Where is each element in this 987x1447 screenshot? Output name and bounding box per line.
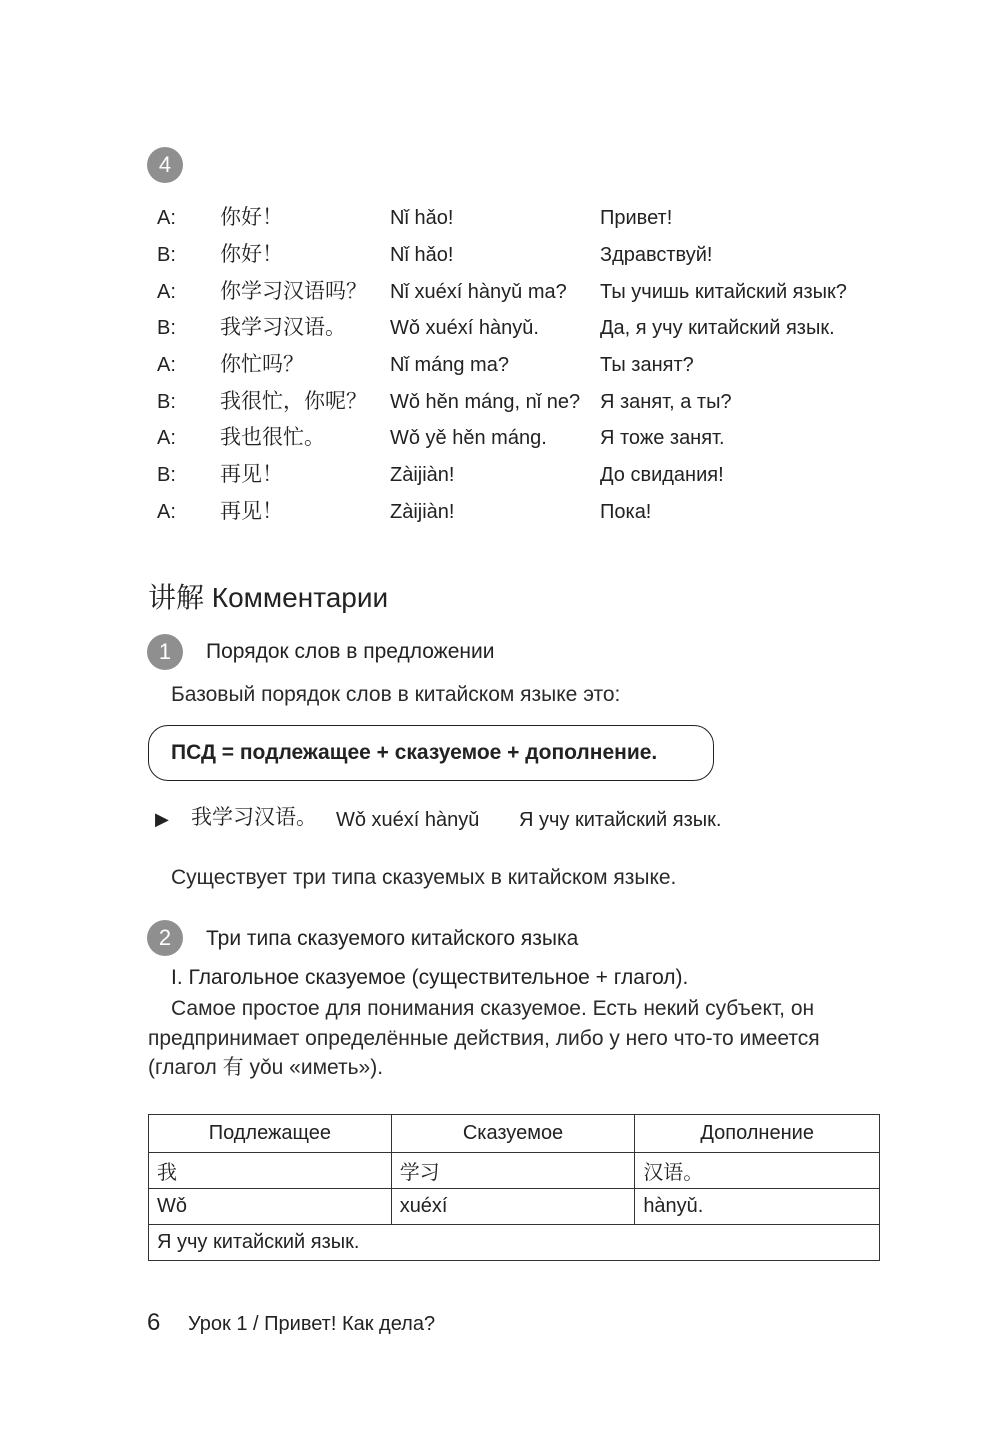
table-cell: Wǒ (149, 1189, 392, 1225)
header-predicate: Сказуемое (391, 1115, 635, 1153)
pinyin-text: Wǒ xuéxí hànyǔ. (390, 317, 539, 339)
point-title: Порядок слов в предложении (206, 640, 495, 663)
header-subject: Подлежащее (149, 1115, 392, 1153)
chinese-text: 你学习汉语吗？ (220, 280, 367, 303)
grammar-table (148, 1114, 880, 1261)
speaker: B: (157, 317, 176, 339)
point-number: 1 (158, 639, 172, 664)
russian-text: Ты учишь китайский язык? (600, 281, 847, 303)
russian-text: Я занят, а ты? (600, 391, 732, 413)
point-number-badge (147, 634, 183, 670)
speaker: A: (157, 281, 176, 303)
table-cell: xuéxí (391, 1189, 635, 1225)
table-cell: 学习 (391, 1153, 635, 1189)
note-text: Существует три типа сказуемых в китайском языке. (171, 866, 677, 889)
russian-text: До свидания! (600, 464, 724, 486)
point-number: 2 (158, 925, 172, 950)
table-translation-cell: Я учу китайский язык. (149, 1225, 880, 1261)
page-number: 6 (147, 1309, 161, 1336)
example-pinyin: Wǒ xuéxí hànyǔ (336, 809, 480, 831)
russian-text: Я тоже занят. (600, 427, 725, 449)
formula-box: ПСД = подлежащее + сказуемое + дополнение. (148, 725, 714, 781)
speaker: A: (157, 427, 176, 449)
table-row (149, 1153, 880, 1189)
table-header-row (149, 1115, 880, 1153)
exercise-number: 4 (158, 152, 172, 177)
pinyin-text: Nǐ máng ma? (390, 354, 509, 376)
table-cell: 我 (149, 1153, 392, 1189)
example-russian: Я учу китайский язык. (519, 809, 722, 831)
chinese-text: 我也很忙。 (220, 426, 325, 449)
paragraph-line: (глагол 有 yǒu «иметь»). (148, 1056, 384, 1079)
speaker: B: (157, 391, 176, 413)
pinyin-text: Nǐ hǎo! (390, 244, 454, 266)
header-object: Дополнение (635, 1115, 880, 1153)
chinese-text: 我学习汉语。 (220, 316, 346, 339)
chinese-text: 再见！ (220, 500, 283, 523)
speaker: B: (157, 464, 176, 486)
table-cell: hànyǔ. (635, 1189, 880, 1225)
point-number-badge (147, 920, 183, 956)
chinese-text: 再见！ (220, 463, 283, 486)
lesson-title: Урок 1 / Привет! Как дела? (188, 1313, 436, 1335)
chinese-text: 你好！ (220, 206, 283, 229)
russian-text: Привет! (600, 207, 673, 229)
speaker: A: (157, 207, 176, 229)
pinyin-text: Nǐ xuéxí hànyǔ ma? (390, 281, 567, 303)
russian-text: Пока! (600, 501, 652, 523)
pinyin-text: Zàijiàn! (390, 501, 455, 523)
example-chinese: 我学习汉语。 (191, 806, 317, 829)
paragraph-line: Самое простое для понимания сказуемое. Есть некий субъект, он (171, 997, 815, 1020)
table-cell: 汉语。 (635, 1153, 880, 1189)
exercise-number-badge (147, 147, 183, 183)
russian-text: Здравствуй! (600, 244, 713, 266)
table-row (149, 1225, 880, 1261)
pinyin-text: Wǒ yě hěn máng. (390, 427, 547, 449)
pinyin-text: Zàijiàn! (390, 464, 455, 486)
paragraph-line: предпринимает определённые действия, либо у него что-то имеется (148, 1027, 820, 1050)
pinyin-text: Nǐ hǎo! (390, 207, 454, 229)
speaker: A: (157, 501, 176, 523)
subheading: I. Глагольное сказуемое (существительное + глагол). (171, 966, 689, 989)
intro-text: Базовый порядок слов в китайском языке это: (171, 683, 621, 706)
table-row (149, 1189, 880, 1225)
point-title: Три типа сказуемого китайского языка (206, 927, 579, 950)
chinese-text: 你忙吗？ (220, 353, 304, 376)
chinese-text: 我很忙，你呢？ (220, 390, 367, 413)
speaker: B: (157, 244, 176, 266)
speaker: A: (157, 354, 176, 376)
russian-text: Да, я учу китайский язык. (600, 317, 835, 339)
section-heading: 讲解 Комментарии (148, 582, 389, 613)
chinese-text: 你好！ (220, 243, 283, 266)
russian-text: Ты занят? (600, 354, 694, 376)
play-triangle-icon: ▶ (155, 809, 169, 829)
pinyin-text: Wǒ hěn máng, nǐ ne? (390, 391, 581, 413)
